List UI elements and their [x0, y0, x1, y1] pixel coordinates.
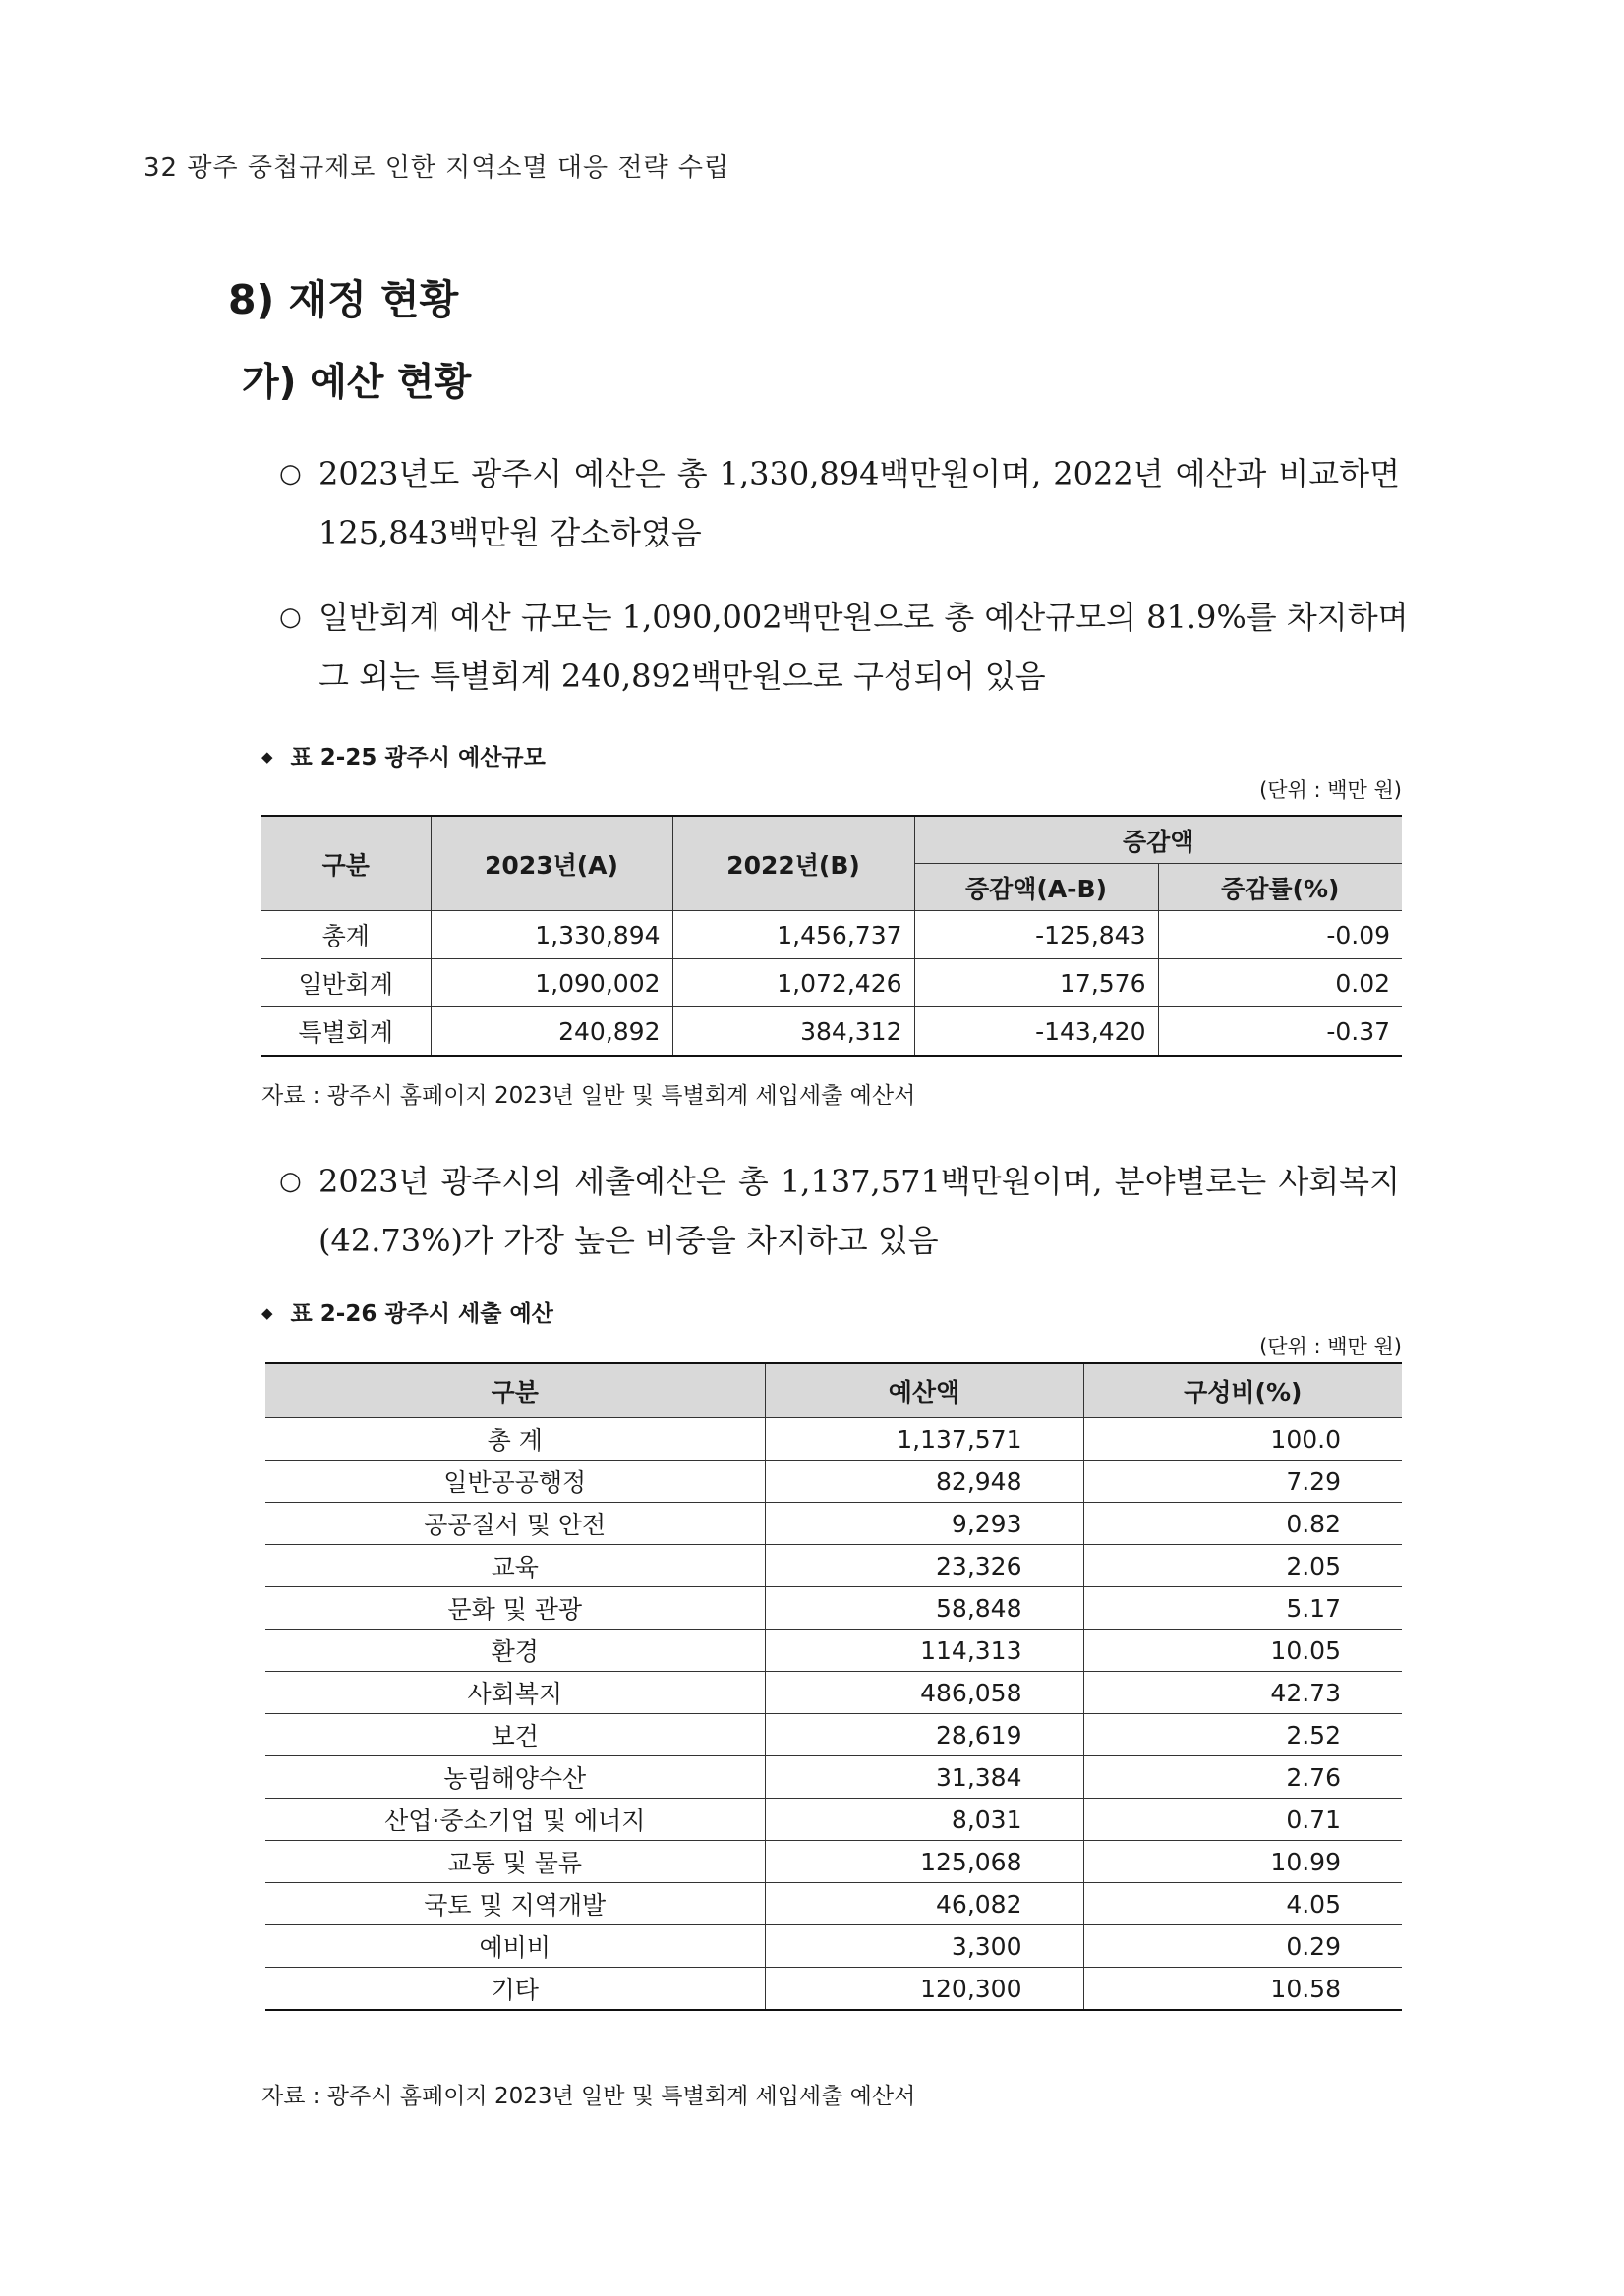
row-label: 국토 및 지역개발 [265, 1883, 765, 1925]
cell-diff: -143,420 [914, 1007, 1158, 1057]
row-label: 교통 및 물류 [265, 1841, 765, 1883]
cell-rate: 0.02 [1158, 959, 1402, 1007]
table-row [265, 1672, 1402, 1714]
cell-ratio: 42.73 [1083, 1672, 1402, 1714]
subsection-title: 가) 예산 현황 [242, 361, 472, 405]
table-row [265, 1461, 1402, 1503]
table-caption-text: 표 2-26 광주시 세출 예산 [290, 1301, 553, 1327]
table-row [265, 1925, 1402, 1968]
bullet-text-line: 일반회계 예산 규모는 1,090,002백만원으로 총 예산규모의 81.9%를 차지하며 [319, 599, 1409, 636]
cell-ratio: 0.29 [1083, 1925, 1402, 1968]
table-source-note: 자료 : 광주시 홈페이지 2023년 일반 및 특별회계 세입세출 예산서 [261, 1083, 916, 1109]
cell-ratio: 0.82 [1083, 1503, 1402, 1545]
section-title: 8) 재정 현황 [228, 276, 459, 323]
expenditure-table [265, 1362, 1402, 2011]
cell-amount: 114,313 [765, 1630, 1083, 1672]
cell-ratio: 2.76 [1083, 1756, 1402, 1799]
diamond-bullet-icon: ◆ [261, 748, 273, 766]
circle-bullet-icon: ○ [279, 459, 302, 488]
table-row [265, 1418, 1402, 1461]
cell-ratio: 100.0 [1083, 1418, 1402, 1461]
header-amount: 예산액 [765, 1363, 1083, 1418]
cell-ratio: 7.29 [1083, 1461, 1402, 1503]
table-row [265, 1503, 1402, 1545]
table-row [265, 1756, 1402, 1799]
cell-ratio: 2.05 [1083, 1545, 1402, 1587]
cell-2022: 1,072,426 [672, 959, 914, 1007]
row-label: 사회복지 [265, 1672, 765, 1714]
cell-amount: 9,293 [765, 1503, 1083, 1545]
cell-amount: 3,300 [765, 1925, 1083, 1968]
bullet-text-line: (42.73%)가 가장 높은 비중을 차지하고 있음 [319, 1222, 939, 1259]
table-row [265, 1841, 1402, 1883]
diamond-bullet-icon: ◆ [261, 1304, 273, 1322]
table-caption-text: 표 2-25 광주시 예산규모 [290, 745, 546, 771]
row-label: 기타 [265, 1968, 765, 2011]
table-row [265, 1630, 1402, 1672]
cell-amount: 486,058 [765, 1672, 1083, 1714]
header-category: 구분 [261, 816, 431, 911]
table-row [265, 1545, 1402, 1587]
cell-rate: -0.37 [1158, 1007, 1402, 1057]
table-unit-note: (단위 : 백만 원) [1259, 778, 1402, 802]
cell-diff: -125,843 [914, 911, 1158, 959]
header-change-amount: 증감액(A-B) [914, 864, 1158, 911]
cell-ratio: 4.05 [1083, 1883, 1402, 1925]
row-label: 총계 [261, 911, 431, 959]
cell-amount: 46,082 [765, 1883, 1083, 1925]
row-label: 환경 [265, 1630, 765, 1672]
budget-table [261, 815, 1402, 1057]
header-change-group: 증감액 [914, 816, 1402, 864]
table-row [261, 911, 1402, 959]
cell-amount: 120,300 [765, 1968, 1083, 2011]
header-2022: 2022년(B) [672, 816, 914, 911]
cell-amount: 28,619 [765, 1714, 1083, 1756]
cell-amount: 1,137,571 [765, 1418, 1083, 1461]
header-category: 구분 [265, 1363, 765, 1418]
cell-2022: 384,312 [672, 1007, 914, 1057]
row-label: 공공질서 및 안전 [265, 1503, 765, 1545]
running-header: 32 광주 중첩규제로 인한 지역소멸 대응 전략 수립 [144, 153, 730, 183]
cell-2023: 240,892 [431, 1007, 672, 1057]
bullet-text-line: 그 외는 특별회계 240,892백만원으로 구성되어 있음 [319, 658, 1046, 695]
cell-2023: 1,330,894 [431, 911, 672, 959]
cell-amount: 31,384 [765, 1756, 1083, 1799]
table-row [265, 1714, 1402, 1756]
cell-amount: 8,031 [765, 1799, 1083, 1841]
bullet-text-line: 2023년 광주시의 세출예산은 총 1,137,571백만원이며, 분야별로는 사회복지 [319, 1163, 1400, 1200]
cell-amount: 82,948 [765, 1461, 1083, 1503]
cell-ratio: 10.99 [1083, 1841, 1402, 1883]
header-ratio: 구성비(%) [1083, 1363, 1402, 1418]
cell-diff: 17,576 [914, 959, 1158, 1007]
cell-ratio: 0.71 [1083, 1799, 1402, 1841]
row-label: 일반회계 [261, 959, 431, 1007]
table-unit-note: (단위 : 백만 원) [1259, 1335, 1402, 1358]
cell-ratio: 2.52 [1083, 1714, 1402, 1756]
table-row [265, 1799, 1402, 1841]
cell-2022: 1,456,737 [672, 911, 914, 959]
row-label: 일반공공행정 [265, 1461, 765, 1503]
table-source-note: 자료 : 광주시 홈페이지 2023년 일반 및 특별회계 세입세출 예산서 [261, 2084, 916, 2109]
row-label: 농림해양수산 [265, 1756, 765, 1799]
circle-bullet-icon: ○ [279, 1167, 302, 1196]
cell-ratio: 10.05 [1083, 1630, 1402, 1672]
bullet-text-line: 2023년도 광주시 예산은 총 1,330,894백만원이며, 2022년 예산과 비교하면 [319, 455, 1400, 492]
cell-ratio: 10.58 [1083, 1968, 1402, 2011]
cell-2023: 1,090,002 [431, 959, 672, 1007]
header-2023: 2023년(A) [431, 816, 672, 911]
cell-amount: 23,326 [765, 1545, 1083, 1587]
circle-bullet-icon: ○ [279, 603, 302, 632]
cell-amount: 125,068 [765, 1841, 1083, 1883]
row-label: 보건 [265, 1714, 765, 1756]
table-caption [261, 739, 546, 772]
bullet-text-line: 125,843백만원 감소하였음 [319, 514, 702, 551]
header-change-rate: 증감률(%) [1158, 864, 1402, 911]
row-label: 총 계 [265, 1418, 765, 1461]
table-row [261, 1007, 1402, 1057]
row-label: 특별회계 [261, 1007, 431, 1057]
table-row [261, 959, 1402, 1007]
cell-rate: -0.09 [1158, 911, 1402, 959]
row-label: 예비비 [265, 1925, 765, 1968]
table-row [265, 1968, 1402, 2011]
cell-ratio: 5.17 [1083, 1587, 1402, 1630]
row-label: 교육 [265, 1545, 765, 1587]
table-row [265, 1883, 1402, 1925]
table-row [265, 1587, 1402, 1630]
row-label: 산업·중소기업 및 에너지 [265, 1799, 765, 1841]
row-label: 문화 및 관광 [265, 1587, 765, 1630]
cell-amount: 58,848 [765, 1587, 1083, 1630]
table-caption [261, 1295, 553, 1328]
